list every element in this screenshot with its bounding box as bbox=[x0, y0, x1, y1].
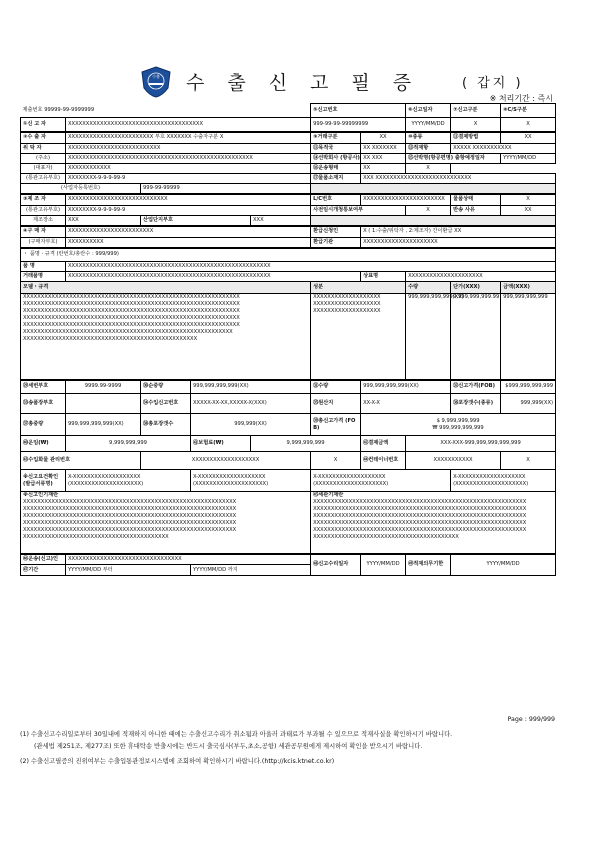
comp-line: XXXXXXXXXXXXXXXXXXX bbox=[313, 294, 381, 300]
fob-label: ㉜신고가격(FOB) bbox=[451, 380, 501, 394]
consignor: XXXXXXXXXXXXXXXXXXXXXXXXXX bbox=[66, 144, 311, 154]
ins: 9,999,999,999 bbox=[251, 436, 361, 452]
req-item: X-XXXXXXXXXXXXXXXXXXX bbox=[193, 473, 266, 480]
footnote-1: (1) 수출신고수리일로부터 30일내에 적재하지 아니한 때에는 수출신고수리가 취소됨과 아울러 과태료가 부과될 수 있으므로 적재사실을 확인하시기 바랍니다. bbox=[20, 731, 453, 738]
form-title: 수출신고필증 bbox=[186, 72, 435, 94]
dest-label: ⑫목적국 bbox=[311, 144, 361, 154]
clearance: XXXXXXXX-9-9-9-99-9 bbox=[66, 174, 311, 184]
export-declaration-form bbox=[20, 103, 555, 576]
presub-label: 사전임시개청통보여부 bbox=[311, 206, 406, 216]
maker-cc-label: (통관고유부호) bbox=[21, 206, 66, 216]
comp-lines bbox=[311, 294, 406, 380]
net-label: ㉚순중량 bbox=[141, 380, 191, 394]
spec-line: XXXXXXXXXXXXXXXXXXXXXXXXXXXXXXXXXXXXXXXXXXXXXXXXXXXXXXXXXXXXX bbox=[23, 294, 240, 300]
kind-label: ⑩종류 bbox=[406, 132, 451, 144]
col-amount: 금액(XXX) bbox=[501, 282, 556, 294]
permit: XXXXX-XX-XX,XXXXX-X(XXX) bbox=[191, 394, 311, 414]
page-number: Page : 999/999 bbox=[507, 716, 555, 723]
amount: 999,999,999,999 bbox=[501, 294, 556, 380]
col-spec: 모델・규격 bbox=[21, 282, 311, 294]
qty2: 999,999,999,999(XX) bbox=[361, 380, 451, 394]
col-price: 단가(XXX) bbox=[451, 282, 501, 294]
goods-status: X bbox=[501, 194, 556, 206]
origin: XX-X-X bbox=[361, 394, 451, 414]
form-subtitle: ( 갑지 ) bbox=[462, 76, 524, 91]
loc-label: ⑰물품소재지 bbox=[311, 174, 361, 184]
refund-apply-label: 환급신청인 bbox=[311, 226, 361, 238]
rep: XXXXXXXXXXXX bbox=[66, 164, 311, 174]
note-line: XXXXXXXXXXXXXXXXXXXXXXXXXXXXXXXXXXXXXXXXX bbox=[313, 534, 459, 540]
accept: YYYY/MM/DD bbox=[361, 554, 406, 576]
loadport: XXXXX XXXXXXXXXXX bbox=[451, 144, 556, 154]
clearance-label: (통관고유부호) bbox=[21, 174, 66, 184]
item-name: XXXXXXXXXXXXXXXXXXXXXXXXXXXXXXXXXXXXXXXXXXXXXXXXXXXXXXXXX bbox=[66, 262, 556, 272]
freight: 9,999,999,999 bbox=[66, 436, 191, 452]
cs-label: ⑧C/S구분 bbox=[501, 104, 556, 118]
note-line: XXXXXXXXXXXXXXXXXXXXXXXXXXXXXXXXXXXXXXXXX bbox=[23, 534, 169, 540]
pay-label: ⑪결제방법 bbox=[451, 132, 501, 144]
totfob-krw: ₩ 999,999,999,999 bbox=[432, 424, 484, 431]
req-doc: (XXXXXXXXXXXXXXXXXXXX) bbox=[453, 480, 529, 487]
totfob: $ 9,999,999,999 bbox=[436, 417, 480, 424]
rep-label: (대표자) bbox=[21, 164, 66, 174]
ship: XX XXX bbox=[361, 154, 406, 164]
dest: XX XXXXXXX bbox=[361, 144, 406, 154]
cs: X bbox=[501, 118, 556, 132]
shipdate: YYYY/MM/DD bbox=[501, 154, 556, 164]
note-line: XXXXXXXXXXXXXXXXXXXXXXXXXXXXXXXXXXXXXXXXXXXXXXXXXXXXXXXXXXXX bbox=[313, 520, 527, 526]
address-label: (주소) bbox=[21, 154, 66, 164]
note-line: XXXXXXXXXXXXXXXXXXXXXXXXXXXXXXXXXXXXXXXXXXXXXXXXXXXXXXXXXXXX bbox=[23, 506, 237, 512]
maker: XXXXXXXXXXXXXXXXXXXXXXXXXXXX bbox=[66, 194, 311, 206]
brand: XXXXXXXXXXXXXXXXXXXXX bbox=[406, 272, 556, 282]
settle-label: ㊷결제금액 bbox=[361, 436, 406, 452]
loading: XXXXXXXXXXXXXXXXXXXXXXXXXXXXXXXX bbox=[66, 554, 311, 565]
spec-line: XXXXXXXXXXXXXXXXXXXXXXXXXXXXXXXXXXXXXXXXXXXXXXXXXXXXXXXXXXXXX bbox=[23, 315, 240, 321]
refund-org: XXXXXXXXXXXXXXXXXXXXX bbox=[361, 238, 556, 248]
exporter-label: ②수 출 자 bbox=[21, 132, 66, 144]
loadport-label: ⑬적재항 bbox=[406, 144, 451, 154]
refund-apply: X ( 1:수출/위탁자 , 2:제조자) 간이환급 XX bbox=[361, 226, 556, 238]
note-line: XXXXXXXXXXXXXXXXXXXXXXXXXXXXXXXXXXXXXXXXXXXXXXXXXXXXXXXXXXXX bbox=[313, 527, 527, 533]
col-qty: 수량 bbox=[406, 282, 451, 294]
spec-line: XXXXXXXXXXXXXXXXXXXXXXXXXXXXXXXXXXXXXXXXXXXXXXXXXXXXXXXXXXXXX bbox=[23, 308, 240, 314]
decl-type-label: ⑦신고구분 bbox=[451, 104, 501, 118]
inspect: XX bbox=[361, 164, 406, 174]
ins-label: ㊶보험료(₩) bbox=[191, 436, 251, 452]
spec-lines bbox=[21, 294, 311, 380]
req-doc: (XXXXXXXXXXXXXXXXXXXX) bbox=[313, 480, 389, 487]
note-line: XXXXXXXXXXXXXXXXXXXXXXXXXXXXXXXXXXXXXXXXXXXXXXXXXXXXXXXXXXXX bbox=[23, 513, 237, 519]
pkg: 999,999(XX) bbox=[501, 394, 556, 414]
refund: XX bbox=[501, 206, 556, 216]
cont-flag: X bbox=[501, 452, 556, 470]
unit-price: 9,999,999,999.99 bbox=[451, 294, 501, 380]
refund-org-label: 환급기관 bbox=[311, 238, 361, 248]
shipname: X bbox=[406, 164, 451, 174]
footnote-2: (2) 수출신고필증의 진위여부는 수출입통관정보시스템에 조회하여 확인하시기 바랍니다.(http://kcis.ktnet.co.kr) bbox=[20, 758, 335, 765]
agent: XXXXXXXXXXXXXXXXXXXXXXXXXXXXXXXXXXXXXX bbox=[66, 118, 311, 132]
container-flag: X bbox=[311, 452, 361, 470]
col-comp: 성분 bbox=[311, 282, 406, 294]
buyer: XXXXXXXXXXXXXXXXXXXXXXXX bbox=[66, 226, 311, 238]
trade: XX bbox=[361, 132, 406, 144]
ind-label: 산업단지부호 bbox=[141, 216, 251, 226]
totfob-cell bbox=[361, 414, 556, 436]
comp-line: XXXXXXXXXXXXXXXXXXX bbox=[313, 308, 381, 314]
hs: 9999.99-9999 bbox=[66, 380, 141, 394]
note-line: XXXXXXXXXXXXXXXXXXXXXXXXXXXXXXXXXXXXXXXXXXXXXXXXXXXXXXXXXXXX bbox=[313, 499, 527, 505]
buyer-label: ④구 매 자 bbox=[21, 226, 66, 238]
comp-line: XXXXXXXXXXXXXXXXXXX bbox=[313, 301, 381, 307]
lc: XXXXXXXXXXXXXXXXXXXXXXX bbox=[361, 194, 451, 206]
loc: XXX XXXXXXXXXXXXXXXXXXXXXXXXXXX bbox=[361, 174, 556, 184]
ship-label: ⑭선박회사 (항공사) bbox=[311, 154, 361, 164]
trade-label: ⑨거래구분 bbox=[311, 132, 361, 144]
bizno: 999-99-99999 bbox=[141, 184, 311, 194]
decl-no: 999-99-99-99999999 bbox=[311, 118, 406, 132]
req-doc: (XXXXXXXXXXXXXXXXXXXX) bbox=[193, 480, 269, 487]
note-line: XXXXXXXXXXXXXXXXXXXXXXXXXXXXXXXXXXXXXXXXXXXXXXXXXXXXXXXXXXXX bbox=[313, 513, 527, 519]
totpkg-label: ㊳총포장갯수 bbox=[141, 414, 191, 436]
req-item: X-XXXXXXXXXXXXXXXXXXX bbox=[68, 473, 141, 480]
lc-label: L/C번호 bbox=[311, 194, 361, 206]
shipname-label: ⑮선박명(항공편명) 출항예정일자 bbox=[406, 154, 501, 164]
ind: XXX bbox=[251, 216, 311, 226]
processing-period: ※ 처리기간 : 즉시 bbox=[489, 94, 553, 103]
ref-no: 제출번호 99999-99-9999999 bbox=[22, 106, 95, 113]
fob: $999,999,999,999 bbox=[501, 380, 556, 394]
bizno-label: (사업자등록번호) bbox=[21, 184, 141, 194]
totfob-label: ㊴총신고가격 (FOB) bbox=[311, 414, 361, 436]
hs-label: ㉙세번부호 bbox=[21, 380, 66, 394]
spec-line: XXXXXXXXXXXXXXXXXXXXXXXXXXXXXXXXXXXXXXXXXXXXXXXXXXXXXXXXXXXXX bbox=[23, 322, 240, 328]
gross-label: ㊲총중량 bbox=[21, 414, 66, 436]
maker-cc: XXXXXXXX-9-9-9-99-9 bbox=[66, 206, 311, 216]
trade-name-label: 거래품명 bbox=[21, 272, 66, 282]
customs-note-label: ㊺세관기재란 bbox=[313, 492, 344, 498]
footnote-1b: (관세법 제251조, 제277조) 또한 휴대탁송 반출시에는 반드시 출국심사(부두,초소,공항) 세관공무원에게 제시하여 확인을 받으시기 바랍니다. bbox=[34, 743, 423, 750]
decl-type: X bbox=[451, 118, 501, 132]
cont-no-label: ㊹컨테이너번호 bbox=[361, 452, 406, 470]
spec-line: XXXXXXXXXXXXXXXXXXXXXXXXXXXXXXXXXXXXXXXXXXXXXXXXX bbox=[23, 336, 198, 342]
req-1 bbox=[66, 470, 191, 492]
maker-label: ③제 조 자 bbox=[21, 194, 66, 206]
spec-line: XXXXXXXXXXXXXXXXXXXXXXXXXXXXXXXXXXXXXXXXXXXXXXXXXXXXXXXXXXXXX bbox=[23, 301, 240, 307]
brand-label: 상표명 bbox=[361, 272, 406, 282]
consignor-label: 위 탁 자 bbox=[21, 144, 66, 154]
spec-line: XXXXXXXXXXXXXXXXXXXXXXXXXXXXXXXXXXXXXXXXXXXXXXXXXXXXXXXXXXX bbox=[23, 329, 233, 335]
buyer-code-label: (구매자부호) bbox=[21, 238, 66, 248]
goods-status-label: 물품상태 bbox=[451, 194, 501, 206]
container-label: ㊸수입화물 관리번호 bbox=[21, 452, 141, 470]
license-label: ㉝송품장부호 bbox=[21, 394, 66, 414]
license bbox=[66, 394, 141, 414]
loading-label: ㊻운송(신고)인 bbox=[21, 554, 66, 565]
req-item: X-XXXXXXXXXXXXXXXXXXX bbox=[453, 473, 526, 480]
exporter: XXXXXXXXXXXXXXXXXXXXXXXX 부호 XXXXXXX 수출자구분 X bbox=[66, 132, 311, 144]
req-item: X-XXXXXXXXXXXXXXXXXXX bbox=[313, 473, 386, 480]
presub: X bbox=[406, 206, 451, 216]
settle: XXX-XXX-999,999,999,999,999 bbox=[406, 436, 556, 452]
decl-no-label: ⑤신고번호 bbox=[311, 104, 406, 118]
customs-note bbox=[311, 492, 556, 554]
item-name-label: 품 명 bbox=[21, 262, 66, 272]
duty-label: ㊾적재의무기한 bbox=[406, 554, 451, 576]
form-table bbox=[20, 103, 556, 576]
qty2-label: ㉛수량 bbox=[311, 380, 361, 394]
pay: XX bbox=[501, 132, 556, 144]
accept-label: ㊽신고수리일자 bbox=[311, 554, 361, 576]
decl-date-label: ⑥신고일자 bbox=[406, 104, 451, 118]
refund-label: 반송 사유 bbox=[451, 206, 501, 216]
note-line: XXXXXXXXXXXXXXXXXXXXXXXXXXXXXXXXXXXXXXXXXXXXXXXXXXXXXXXXXXXX bbox=[23, 499, 237, 505]
address: XXXXXXXXXXXXXXXXXXXXXXXXXXXXXXXXXXXXXXXXXXXXXXXXXXXX bbox=[66, 154, 311, 164]
net: 999,999,999,999(XX) bbox=[191, 380, 311, 394]
req-4 bbox=[451, 470, 556, 492]
req-doc: (XXXXXXXXXXXXXXXXXXXX) bbox=[68, 480, 144, 487]
maker-area-label: 제조장소 bbox=[21, 216, 66, 226]
buyer-code: XXXXXXXXXX bbox=[66, 238, 311, 248]
agent-note bbox=[21, 492, 311, 554]
origin-label: ㉟원산지 bbox=[311, 394, 361, 414]
pkg-label: ㊱포장갯수(종류) bbox=[451, 394, 501, 414]
note-line: XXXXXXXXXXXXXXXXXXXXXXXXXXXXXXXXXXXXXXXXXXXXXXXXXXXXXXXXXXXX bbox=[23, 527, 237, 533]
customs-seal-icon bbox=[140, 66, 172, 98]
decl-date: YYYY/MM/DD bbox=[406, 118, 451, 132]
permit-label: ㉞수입신고번호 bbox=[141, 394, 191, 414]
period-label: ㊼기간 bbox=[21, 565, 66, 576]
duty: YYYY/MM/DD bbox=[451, 554, 556, 576]
note-line: XXXXXXXXXXXXXXXXXXXXXXXXXXXXXXXXXXXXXXXXXXXXXXXXXXXXXXXXXXXX bbox=[313, 506, 527, 512]
gross: 999,999,999,999(XX) bbox=[66, 414, 141, 436]
svg-text:수출: 수출 bbox=[152, 74, 160, 79]
req-3 bbox=[311, 470, 451, 492]
container: XXXXXXXXXXXXXXXXXXX bbox=[141, 452, 311, 470]
note-line: XXXXXXXXXXXXXXXXXXXXXXXXXXXXXXXXXXXXXXXXXXXXXXXXXXXXXXXXXXXX bbox=[23, 520, 237, 526]
qty: 999,999,999,999(XX) bbox=[406, 294, 451, 380]
agent-label: ①신 고 자 bbox=[21, 118, 66, 132]
cont-no: XXXXXXXXXXX bbox=[406, 452, 501, 470]
period-from: YYYY/MM/DD 부터 bbox=[66, 565, 191, 576]
period-to: YYYY/MM/DD 까지 bbox=[191, 565, 311, 576]
trade-name: XXXXXXXXXXXXXXXXXXXXXXXXXXXXXXXXXXXXXXXXXXXXXXXXXXXXXXXXX bbox=[66, 272, 361, 282]
req-label: ※신고요건확인 (발급서류명) bbox=[21, 470, 66, 492]
req-2 bbox=[191, 470, 311, 492]
totpkg: 999,999(XX) bbox=[191, 414, 311, 436]
freight-label: ㊵운임(₩) bbox=[21, 436, 66, 452]
agent-note-label: ※신고인기재란 bbox=[23, 492, 59, 498]
maker-area: XXX bbox=[66, 216, 141, 226]
inspect-label: ⑯운송형태 bbox=[311, 164, 361, 174]
items-header: ・ 품명 · 규격 (란번호/총란수 : 999/999) bbox=[21, 248, 556, 262]
